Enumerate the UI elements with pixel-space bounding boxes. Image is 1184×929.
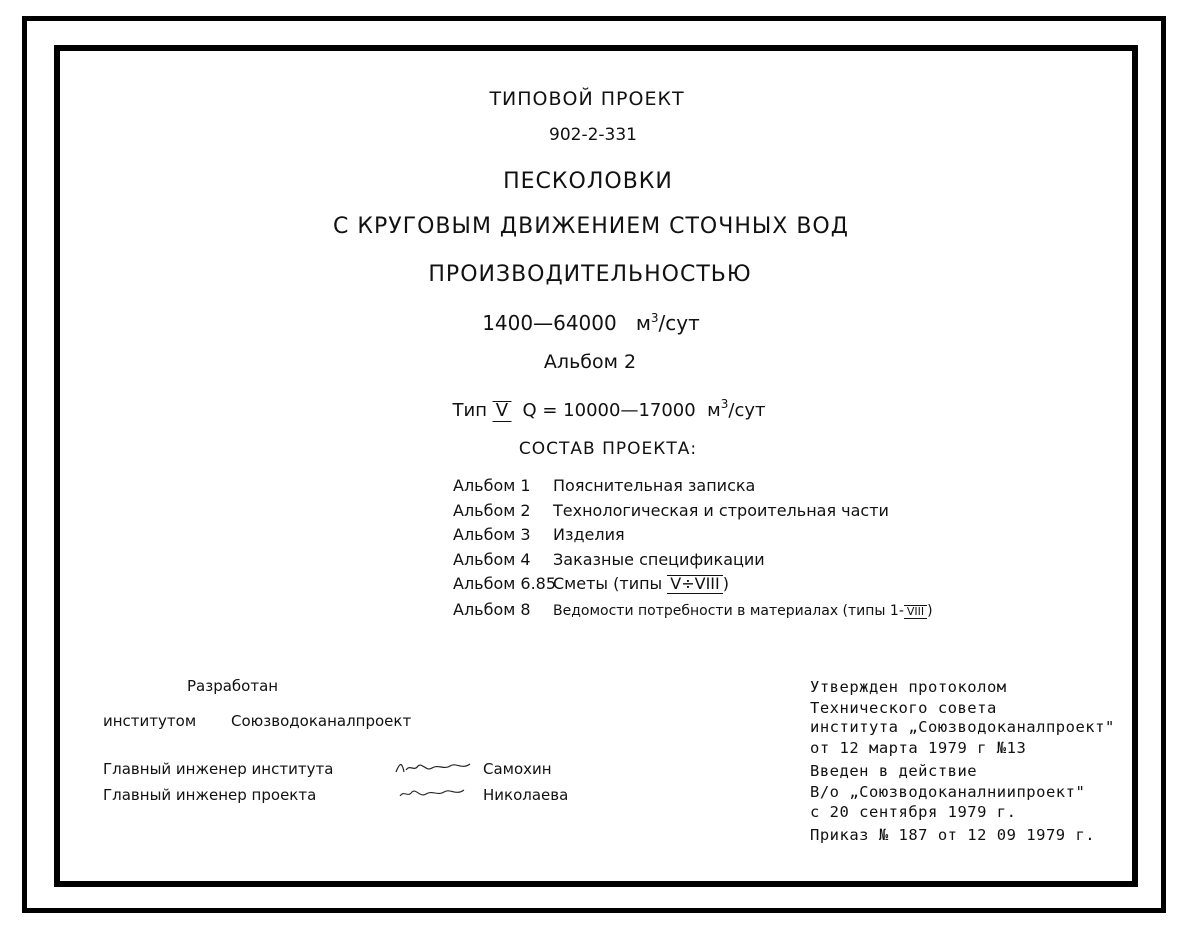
album-label: Альбом 1	[453, 476, 531, 495]
album-description: Сметы (типы	[553, 574, 668, 593]
type-flow: Q = 10000—17000	[522, 400, 696, 421]
capacity-range: 1400—64000	[482, 311, 617, 335]
approval-line: Приказ № 187 от 12 09 1979 г.	[810, 826, 1096, 844]
album-number: Альбом 2	[543, 351, 637, 373]
album-label: Альбом 4	[453, 550, 531, 569]
project-number: 902-2-331	[549, 125, 637, 145]
album-description: Ведомости потребности в материалах (типы 1-	[553, 603, 904, 619]
approval-line: института „Союзводоканалпроект"	[810, 718, 1115, 736]
document-type-title: ТИПОВОЙ ПРОЕКТ	[489, 88, 685, 110]
capacity-unit: м	[635, 311, 651, 335]
album-description: Заказные спецификации	[553, 550, 765, 569]
capacity-line	[482, 312, 700, 333]
signature-chief-engineer-project	[398, 784, 468, 802]
album-label: Альбом 3	[453, 525, 531, 544]
type-unit-tail: /сут	[728, 400, 766, 421]
chief-engineer-project-role: Главный инженер проекта	[103, 786, 317, 804]
approval-line: Введен в действие	[810, 762, 978, 780]
approval-line: Утвержден протоколом	[810, 678, 1007, 696]
chief-engineer-institute-name: Самохин	[483, 760, 552, 778]
album-list-item	[453, 600, 933, 619]
approval-line: от 12 марта 1979 г №13	[810, 739, 1027, 757]
chief-engineer-project-name: Николаева	[483, 786, 569, 804]
album-list-item	[453, 550, 765, 569]
signature-chief-engineer-institute	[392, 758, 480, 778]
developer-institute-prefix: институтом	[103, 712, 197, 730]
album-label: Альбом 6.85	[453, 574, 557, 593]
type-line	[453, 398, 766, 422]
type-prefix: Тип	[452, 400, 487, 421]
album-roman-range: VIII	[904, 605, 927, 619]
album-description-tail: )	[927, 603, 933, 619]
album-label: Альбом 8	[453, 600, 531, 619]
approval-line: Технического совета	[810, 699, 997, 717]
capacity-unit-sup: 3	[650, 311, 659, 325]
album-description: Технологическая и строительная части	[553, 501, 889, 520]
type-roman: V	[493, 401, 511, 422]
composition-heading: СОСТАВ ПРОЕКТА:	[518, 439, 698, 459]
album-description: Пояснительная записка	[553, 476, 756, 495]
album-list-item	[453, 501, 889, 520]
capacity-unit-tail: /сут	[658, 311, 700, 335]
capacity-label: ПРОИЗВОДИТЕЛЬНОСТЬЮ	[428, 262, 752, 287]
album-label: Альбом 2	[453, 501, 531, 520]
album-list-item	[453, 525, 625, 544]
chief-engineer-institute-role: Главный инженер института	[103, 760, 334, 778]
developer-heading: Разработан	[187, 677, 279, 695]
album-description: Изделия	[553, 525, 625, 544]
approval-line: В/о „Союзводоканалниипроект"	[810, 783, 1086, 801]
approval-line: с 20 сентября 1979 г.	[810, 803, 1017, 821]
type-unit-sup: 3	[720, 397, 729, 411]
type-unit: м	[707, 400, 721, 421]
project-subtitle: С КРУГОВЫМ ДВИЖЕНИЕМ СТОЧНЫХ ВОД	[333, 214, 849, 239]
developer-institute-name: Союзводоканалпроект	[231, 712, 412, 730]
album-roman-range: V÷VIII	[667, 575, 722, 594]
project-name: ПЕСКОЛОВКИ	[503, 169, 673, 194]
album-description-tail: )	[722, 574, 729, 593]
album-list-item	[453, 574, 729, 594]
album-list-item	[453, 476, 755, 495]
